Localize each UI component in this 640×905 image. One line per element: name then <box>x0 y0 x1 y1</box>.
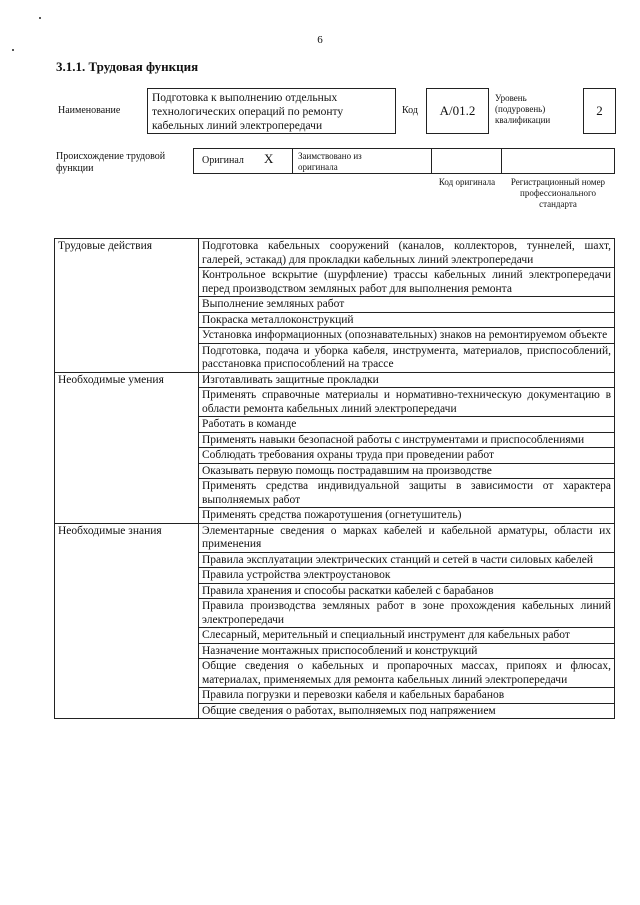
section-category: Трудовые действия <box>55 239 199 373</box>
section-item: Правила устройства электроустановок <box>199 568 615 584</box>
original-label: Оригинал <box>202 155 244 166</box>
section-category: Необходимые знания <box>55 523 199 719</box>
section-item: Установка информационных (опознавательных) знаков на ремонтируемом объекте <box>199 328 615 344</box>
reg-number-label: Регистрационный номер профессионального стандарта <box>510 177 606 209</box>
original-code-label: Код оригинала <box>438 177 496 187</box>
function-table <box>54 238 615 719</box>
section-item: Выполнение земляных работ <box>199 297 615 313</box>
page-number: 6 <box>317 34 323 46</box>
divider <box>501 149 502 173</box>
origin-table <box>193 148 615 174</box>
origin-label: Происхождение трудовой функции <box>56 151 166 174</box>
level-label: Уровень (подуровень) квалификации <box>495 93 551 125</box>
section-item: Слесарный, мерительный и специальный инструмент для кабельных работ <box>199 628 615 644</box>
scan-mark <box>12 49 14 51</box>
section-item: Общие сведения о работах, выполняемых под напряжением <box>199 703 615 719</box>
section-title: 3.1.1. Трудовая функция <box>56 59 199 74</box>
section-item: Изготавливать защитные прокладки <box>199 372 615 388</box>
table-row <box>55 523 615 552</box>
section-item: Применять средства пожаротушения (огнетушитель) <box>199 508 615 524</box>
scan-mark <box>39 17 41 19</box>
section-item: Общие сведения о кабельных и пропарочных массах, припоях и флюсах, материалах, применяемых для ремонта кабельных линий электропередачи <box>199 659 615 688</box>
function-code <box>426 88 489 134</box>
section-item: Применять справочные материалы и нормативно-техническую документацию в области ремонта кабельных линий электропередачи <box>199 388 615 417</box>
qualification-level <box>583 88 616 134</box>
function-name: Подготовка к выполнению отдельных технологических операций по ремонту кабельных линий электропередачи <box>147 88 396 134</box>
table-row <box>55 239 615 268</box>
section-item: Подготовка, подача и уборка кабеля, инструмента, материалов, приспособлений, расстановка приспособлений на трассе <box>199 343 615 372</box>
section-item: Элементарные сведения о марках кабелей и кабельной арматуры, области их применения <box>199 523 615 552</box>
section-item: Применять средства индивидуальной защиты в зависимости от характера выполняемых работ <box>199 479 615 508</box>
function-code-value: А/01.2 <box>439 103 476 118</box>
section-category: Необходимые умения <box>55 372 199 523</box>
section-item: Оказывать первую помощь пострадавшим на производстве <box>199 463 615 479</box>
section-item: Подготовка кабельных сооружений (каналов, коллекторов, туннелей, шахт, галерей, эстакад) для прокладки кабельных линий электропередачи <box>199 239 615 268</box>
original-mark: X <box>264 151 274 166</box>
code-label: Код <box>402 105 418 116</box>
qualification-level-value: 2 <box>596 103 603 118</box>
section-item: Назначение монтажных приспособлений и конструкций <box>199 643 615 659</box>
section-item: Правила эксплуатации электрических станций и сетей в части силовых кабелей <box>199 552 615 568</box>
section-item: Правила производства земляных работ в зоне прохождения кабельных линий электропередачи <box>199 599 615 628</box>
section-item: Работать в команде <box>199 417 615 433</box>
section-item: Правила хранения и способы раскатки кабелей с барабанов <box>199 583 615 599</box>
section-item: Контрольное вскрытие (шурфление) трассы кабельных линий электропередачи перед производством земляных работ для выполнения ремонта <box>199 268 615 297</box>
divider <box>292 149 293 173</box>
table-row <box>55 372 615 388</box>
section-item: Правила погрузки и перевозки кабеля и кабельных барабанов <box>199 688 615 704</box>
divider <box>431 149 432 173</box>
section-item: Применять навыки безопасной работы с инструментами и приспособлениями <box>199 432 615 448</box>
borrowed-label: Заимствовано из оригинала <box>298 151 362 172</box>
section-item: Покраска металлоконструкций <box>199 312 615 328</box>
name-label: Наименование <box>58 105 121 116</box>
section-item: Соблюдать требования охраны труда при проведении работ <box>199 448 615 464</box>
